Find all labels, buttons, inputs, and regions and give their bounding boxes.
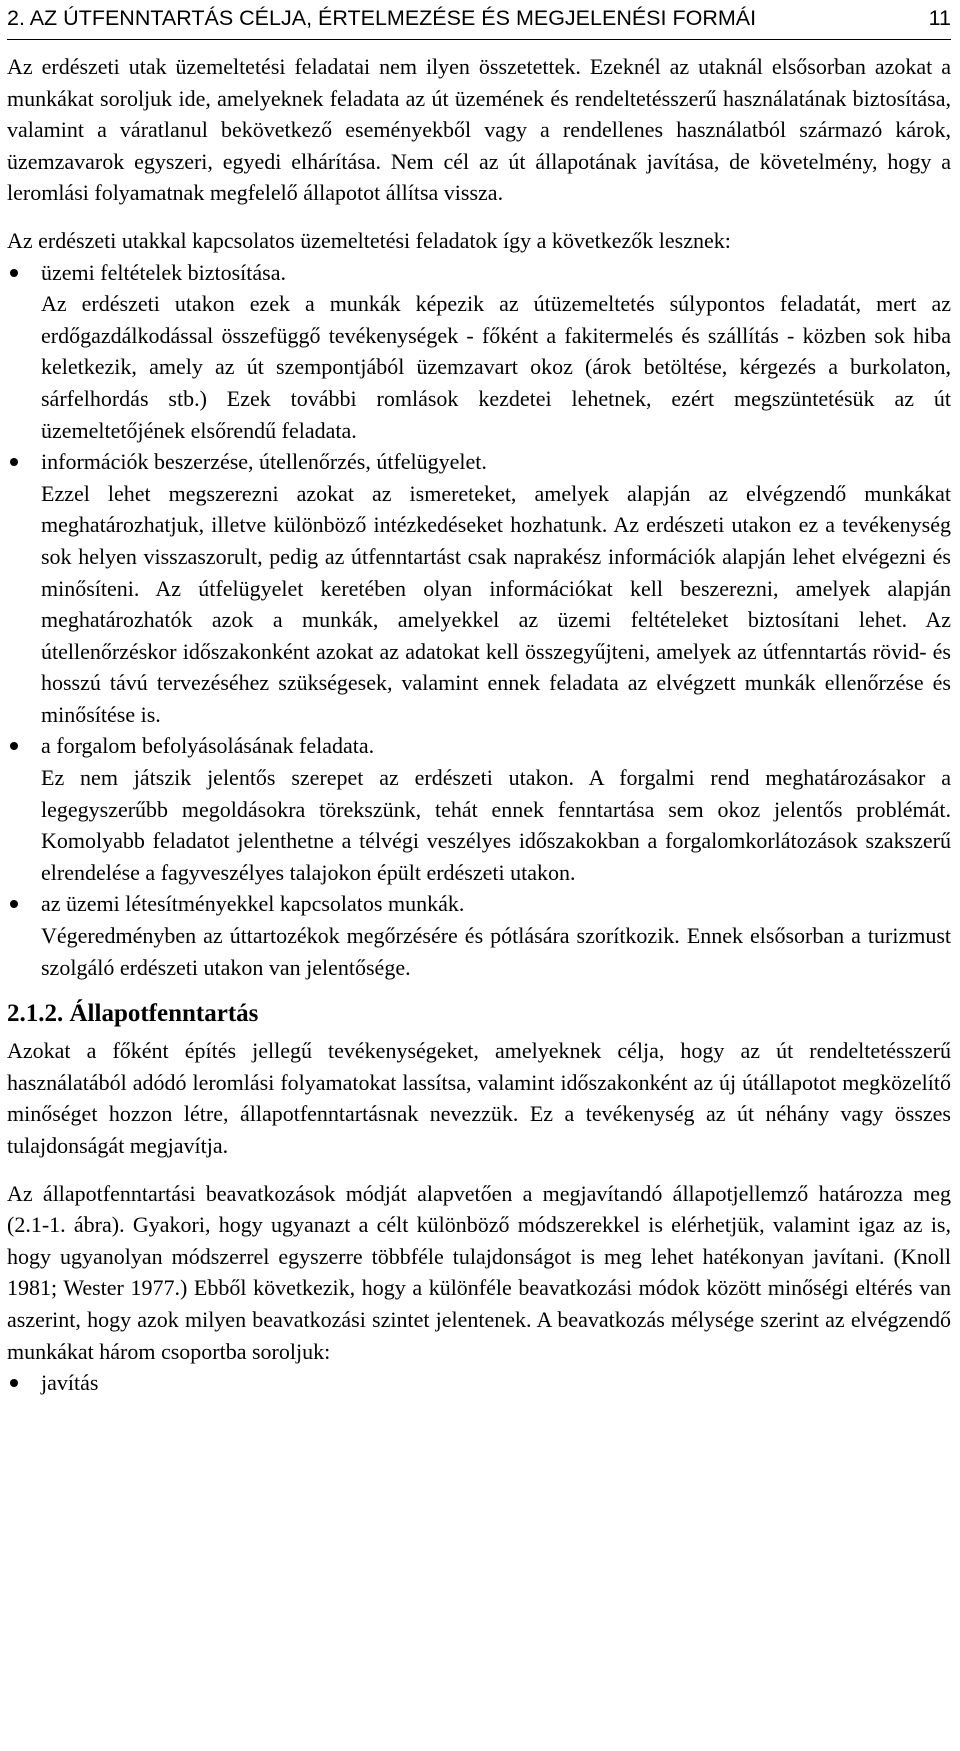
list-item-title: üzemi feltételek biztosítása. <box>41 259 286 285</box>
section-paragraph: Azokat a főként építés jellegű tevékenységeket, amelyeknek célja, hogy az út rendeltetésszerű használatából adódó leromlási folyamatokat lassítsa, valamint időszakonként az új útállapotot megközelítő minőséget hozzon létre, állapotfenntartásnak nevezzük. Ez a tevékenység az út néhány vagy összes tulajdonságát megjavítja. <box>7 1038 951 1158</box>
list-item <box>7 446 951 730</box>
list-item <box>7 257 951 447</box>
page-number: 11 <box>928 6 951 30</box>
list-item-text: Ez nem játszik jelentős szerepet az erdészeti utakon. A forgalmi rend meghatározásakor a legegyszerűbb megoldásokra törekszünk, tehát ennek fenntartása sem okoz jelentős problémát. Komolyabb feladatot jelenthetne a télvégi veszélyes időszakokban a forgalomkorlátozások szakszerű elrendelése a fagyveszélyes talajokon épült erdészeti utakon. <box>41 765 951 885</box>
section-heading: 2.1.2. Állapotfenntartás <box>7 1000 259 1028</box>
list-item-text: Ezzel lehet megszerezni azokat az ismereteket, amelyek alapján az elvégzendő munkákat meghatározhatjuk, illetve különböző intézkedéseket hozhatunk. Az erdészeti utakon ez a tevékenység sok helyen visszaszorult, pedig az útfenntartást csak naprakész információk alapján lehet elvégezni és minősíteni. Az útfelügyelet keretében olyan információkat kell beszerezni, amelyek alapján meghatározhatók azok a munkák, amelyekkel az üzemi feltételeket biztosítani lehet. Az útellenőrzéskor időszakonként azokat az adatokat kell összegyűjteni, amelyek az útfenntartás rövid- és hosszú távú tervezéséhez szükségesek, valamint ennek feladata az elvégzett munkák ellenőrzése és minősítése is. <box>41 480 951 727</box>
section-paragraph: Az állapotfenntartási beavatkozások módját alapvetően a megjavítandó állapotjellemző határozza meg (2.1-1. ábra). Gyakori, hogy ugyanazt a célt különböző módszerekkel is elérhetjük, valamint igaz az is, hogy ugyanolyan módszerrel egyszerre többféle tulajdonságot is meg lehet hatékonyan javítani. (Knoll 1981; Wester 1977.) Ebből következik, hogy a különféle beavatkozási módok között minőségi eltérés van aszerint, hogy azok milyen beavatkozási szintet jelentenek. A beavatkozás mélysége szerint az elvégzendő munkákat három csoportba soroljuk: <box>7 1180 951 1364</box>
list-item <box>7 730 951 888</box>
body <box>7 40 951 1399</box>
list-item-title: a forgalom befolyásolásának feladata. <box>41 733 375 759</box>
list-item-title: az üzemi létesítményekkel kapcsolatos munkák. <box>41 891 465 917</box>
chapter-title: 2. AZ ÚTFENNTARTÁS CÉLJA, ÉRTELMEZÉSE ÉS MEGJELENÉSI FORMÁI <box>7 6 757 30</box>
list-item-title: javítás <box>41 1370 99 1396</box>
list-item-text: Az erdészeti utakon ezek a munkák képezik az útüzemeltetés súlypontos feladatát, mert az erdőgazdálkodással összefüggő tevékenységek - főként a fakitermelés és szállítás - közben sok hiba keletkezik, amely az út szempontjából üzemzavart okoz (árok betöltése, kérgezés a burkolaton, sárfelhordás stb.) Ezek további romlások kezdetei lehetnek, ezért megszüntetésük az út üzemeltetőjének elsőrendű feladata. <box>41 291 951 443</box>
list-item <box>7 888 951 983</box>
list-item-title: információk beszerzése, útellenőrzés, útfelügyelet. <box>41 449 487 475</box>
list-item <box>7 1367 951 1399</box>
tasks-intro-paragraph: Az erdészeti utakkal kapcsolatos üzemeltetési feladatok így a következők lesznek: <box>7 227 731 253</box>
running-header <box>7 0 951 40</box>
intro-paragraph: Az erdészeti utak üzemeltetési feladatai nem ilyen összetettek. Ezeknél az utaknál elsősorban azokat a munkákat soroljuk ide, amelyeknek feladata az út üzemének és rendeltetésszerű használatának biztosítása, valamint a váratlanul bekövetkező eseményekből vagy a rendellenes használatból származó károk, üzemzavarok egyszeri, egyedi elhárítása. Nem cél az út állapotának javítása, de követelmény, hogy a leromlási folyamatnak megfelelő állapotot állítsa vissza. <box>7 54 951 206</box>
list-item-text: Végeredményben az úttartozékok megőrzésére és pótlására szorítkozik. Ennek elsősorban a turizmust szolgáló erdészeti utakon van jelentősége. <box>41 923 951 980</box>
